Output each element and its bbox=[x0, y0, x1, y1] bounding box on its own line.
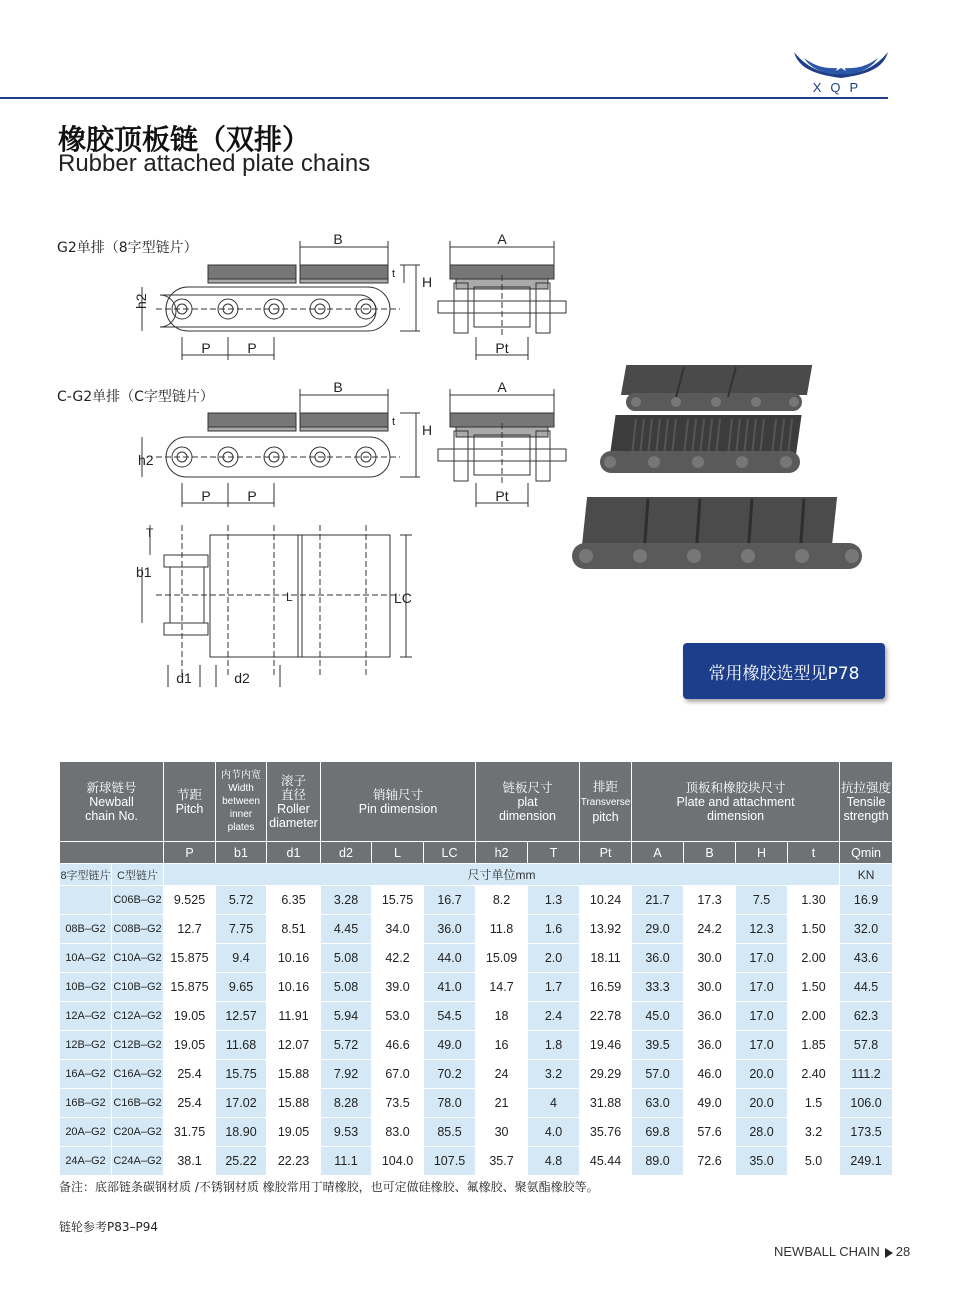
table-cell: 9.4 bbox=[216, 944, 267, 973]
table-cell: 30 bbox=[476, 1118, 528, 1147]
dim-H-c: H bbox=[422, 422, 433, 438]
table-cell: 8.28 bbox=[321, 1089, 372, 1118]
table-cell: 16 bbox=[476, 1031, 528, 1060]
header-model: 新球链号 Newball chain No. bbox=[60, 762, 164, 842]
table-cell: 24.2 bbox=[684, 915, 736, 944]
dim-Pt-c: Pt bbox=[495, 488, 509, 504]
table-cell: 7.92 bbox=[321, 1060, 372, 1089]
unit-mm-label: 尺寸单位mm bbox=[164, 864, 840, 886]
table-cell: 4.8 bbox=[528, 1147, 580, 1176]
table-cell: 69.8 bbox=[632, 1118, 684, 1147]
table-cell: 45.0 bbox=[632, 1002, 684, 1031]
table-cell: 12.07 bbox=[267, 1031, 321, 1060]
table-cell: 5.0 bbox=[788, 1147, 840, 1176]
page-number: 28 bbox=[895, 1244, 911, 1259]
table-cell: 16.7 bbox=[424, 886, 476, 915]
table-cell: 5.08 bbox=[321, 944, 372, 973]
dim-t: t bbox=[392, 268, 396, 280]
dim-P2: P bbox=[247, 340, 257, 356]
table-cell: 49.0 bbox=[684, 1089, 736, 1118]
table-cell: 46.6 bbox=[372, 1031, 424, 1060]
table-cell: 38.1 bbox=[164, 1147, 216, 1176]
table-cell: 36.0 bbox=[684, 1031, 736, 1060]
table-cell: 29.0 bbox=[632, 915, 684, 944]
table-cell: 25.22 bbox=[216, 1147, 267, 1176]
table-cell: 4.0 bbox=[528, 1118, 580, 1147]
table-cell: 21.7 bbox=[632, 886, 684, 915]
symbol-Pt: Pt bbox=[580, 842, 632, 864]
table-cell: 83.0 bbox=[372, 1118, 424, 1147]
table-cell: 9.53 bbox=[321, 1118, 372, 1147]
table-cell: 3.2 bbox=[788, 1118, 840, 1147]
table-cell: 2.00 bbox=[788, 1002, 840, 1031]
table-cell: 104.0 bbox=[372, 1147, 424, 1176]
play-arrow-icon bbox=[885, 1248, 893, 1258]
chain-technical-drawing bbox=[120, 225, 590, 695]
table-cell: 11.1 bbox=[321, 1147, 372, 1176]
table-cell: 6.35 bbox=[267, 886, 321, 915]
dim-h2-c: h2 bbox=[138, 452, 154, 468]
table-cell: 29.29 bbox=[580, 1060, 632, 1089]
table-cell: 57.0 bbox=[632, 1060, 684, 1089]
table-cell: 15.09 bbox=[476, 944, 528, 973]
header-width: 内节内宽 Width between inner plates bbox=[216, 762, 267, 842]
table-cell: 1.6 bbox=[528, 915, 580, 944]
footer-brand: NEWBALL CHAIN bbox=[774, 1244, 880, 1259]
table-cell: 249.1 bbox=[840, 1147, 893, 1176]
symbol-P: P bbox=[164, 842, 216, 864]
page-title: 橡胶顶板链（双排） bbox=[58, 123, 311, 156]
cg2-diagram-label: C-G2单排（C字型链片） bbox=[57, 389, 214, 405]
dim-P2-c: P bbox=[247, 488, 257, 504]
symbol-t: t bbox=[788, 842, 840, 864]
symbol-d1: d1 bbox=[267, 842, 321, 864]
table-cell: 17.3 bbox=[684, 886, 736, 915]
rubber-selection-callout: 常用橡胶选型见P78 bbox=[683, 643, 885, 699]
table-cell: 19.05 bbox=[164, 1031, 216, 1060]
table-cell: 15.88 bbox=[267, 1089, 321, 1118]
table-cell: C16B–G2 bbox=[112, 1089, 164, 1118]
dim-b1: b1 bbox=[136, 564, 152, 580]
dim-B: B bbox=[333, 231, 343, 247]
table-cell: 1.3 bbox=[528, 886, 580, 915]
table-cell: 30.0 bbox=[684, 973, 736, 1002]
table-cell: C08B–G2 bbox=[112, 915, 164, 944]
table-cell: 15.875 bbox=[164, 973, 216, 1002]
table-cell: C16A–G2 bbox=[112, 1060, 164, 1089]
table-cell: 4.45 bbox=[321, 915, 372, 944]
symbol-B: B bbox=[684, 842, 736, 864]
table-cell: 49.0 bbox=[424, 1031, 476, 1060]
table-row bbox=[60, 915, 893, 944]
table-row bbox=[60, 1089, 893, 1118]
table-cell: 19.05 bbox=[164, 1002, 216, 1031]
table-cell: 72.6 bbox=[684, 1147, 736, 1176]
table-cell: 7.75 bbox=[216, 915, 267, 944]
table-cell: 4 bbox=[528, 1089, 580, 1118]
table-cell: 44.0 bbox=[424, 944, 476, 973]
dim-L: L bbox=[286, 590, 293, 604]
header-tensile: 抗拉强度 Tensile strength bbox=[840, 762, 893, 842]
dim-t-c: t bbox=[392, 416, 396, 428]
table-cell: 16.9 bbox=[840, 886, 893, 915]
table-cell: 10B–G2 bbox=[60, 973, 112, 1002]
table-cell: 43.6 bbox=[840, 944, 893, 973]
table-cell: 111.2 bbox=[840, 1060, 893, 1089]
table-row bbox=[60, 1060, 893, 1089]
table-cell: C20A–G2 bbox=[112, 1118, 164, 1147]
dim-T: T bbox=[146, 526, 154, 540]
table-cell: 22.78 bbox=[580, 1002, 632, 1031]
table-cell: 24A–G2 bbox=[60, 1147, 112, 1176]
table-cell: 12.7 bbox=[164, 915, 216, 944]
header-rule bbox=[0, 97, 888, 99]
table-cell: 32.0 bbox=[840, 915, 893, 944]
table-cell: 12B–G2 bbox=[60, 1031, 112, 1060]
table-cell: 2.00 bbox=[788, 944, 840, 973]
table-cell: 2.40 bbox=[788, 1060, 840, 1089]
table-cell: 12.3 bbox=[736, 915, 788, 944]
table-row bbox=[60, 1147, 893, 1176]
symbol-T: T bbox=[528, 842, 580, 864]
table-cell: 18 bbox=[476, 1002, 528, 1031]
table-row bbox=[60, 1118, 893, 1147]
table-cell: 13.92 bbox=[580, 915, 632, 944]
table-cell: 10A–G2 bbox=[60, 944, 112, 973]
table-cell: 85.5 bbox=[424, 1118, 476, 1147]
unit-kn-label: KN bbox=[840, 864, 893, 886]
table-cell: 25.4 bbox=[164, 1060, 216, 1089]
table-row bbox=[60, 886, 893, 915]
table-cell: 3.2 bbox=[528, 1060, 580, 1089]
dim-Pt: Pt bbox=[495, 340, 509, 356]
table-cell: 45.44 bbox=[580, 1147, 632, 1176]
table-cell: 12A–G2 bbox=[60, 1002, 112, 1031]
footer bbox=[774, 1244, 910, 1259]
table-cell: 41.0 bbox=[424, 973, 476, 1002]
table-cell: 20A–G2 bbox=[60, 1118, 112, 1147]
table-cell: C12A–G2 bbox=[112, 1002, 164, 1031]
table-cell: 12.57 bbox=[216, 1002, 267, 1031]
table-cell: 1.50 bbox=[788, 973, 840, 1002]
table-cell: 53.0 bbox=[372, 1002, 424, 1031]
table-cell: 1.5 bbox=[788, 1089, 840, 1118]
table-row bbox=[60, 1031, 893, 1060]
table-cell: 10.24 bbox=[580, 886, 632, 915]
table-cell: 18.90 bbox=[216, 1118, 267, 1147]
table-cell: 10.16 bbox=[267, 944, 321, 973]
dim-B-c: B bbox=[333, 379, 343, 395]
table-cell: 62.3 bbox=[840, 1002, 893, 1031]
header-attachment: 顶板和橡胶块尺寸 Plate and attachment dimension bbox=[632, 762, 840, 842]
table-cell: 1.85 bbox=[788, 1031, 840, 1060]
table-cell: 18.11 bbox=[580, 944, 632, 973]
table-cell: 9.65 bbox=[216, 973, 267, 1002]
table-cell: 63.0 bbox=[632, 1089, 684, 1118]
table-cell: 11.8 bbox=[476, 915, 528, 944]
table-row bbox=[60, 1002, 893, 1031]
type-8-label: 8字型链片 bbox=[60, 864, 112, 886]
product-photo bbox=[566, 355, 886, 585]
table-cell: 17.0 bbox=[736, 1002, 788, 1031]
symbol-b1: b1 bbox=[216, 842, 267, 864]
type-c-label: C型链片 bbox=[112, 864, 164, 886]
table-cell: 67.0 bbox=[372, 1060, 424, 1089]
table-cell: 36.0 bbox=[424, 915, 476, 944]
table-cell: 36.0 bbox=[632, 944, 684, 973]
table-cell: 8.51 bbox=[267, 915, 321, 944]
symbol-LC: LC bbox=[424, 842, 476, 864]
table-cell: 19.46 bbox=[580, 1031, 632, 1060]
dim-d1: d1 bbox=[176, 670, 192, 686]
table-cell: 15.75 bbox=[216, 1060, 267, 1089]
table-cell: C24A–G2 bbox=[112, 1147, 164, 1176]
table-cell: 17.02 bbox=[216, 1089, 267, 1118]
table-cell: 31.75 bbox=[164, 1118, 216, 1147]
symbol-d2: d2 bbox=[321, 842, 372, 864]
table-cell: 17.0 bbox=[736, 944, 788, 973]
table-cell: 42.2 bbox=[372, 944, 424, 973]
symbol-A: A bbox=[632, 842, 684, 864]
table-cell: C12B–G2 bbox=[112, 1031, 164, 1060]
table-cell: 14.7 bbox=[476, 973, 528, 1002]
table-cell: 5.72 bbox=[321, 1031, 372, 1060]
table-cell: 70.2 bbox=[424, 1060, 476, 1089]
table-cell: 73.5 bbox=[372, 1089, 424, 1118]
table-cell: 5.08 bbox=[321, 973, 372, 1002]
table-cell: 21 bbox=[476, 1089, 528, 1118]
table-cell: 31.88 bbox=[580, 1089, 632, 1118]
table-cell: 2.0 bbox=[528, 944, 580, 973]
table-cell: 1.30 bbox=[788, 886, 840, 915]
table-cell: 173.5 bbox=[840, 1118, 893, 1147]
table-cell: 39.5 bbox=[632, 1031, 684, 1060]
table-cell: 15.88 bbox=[267, 1060, 321, 1089]
table-cell: 25.4 bbox=[164, 1089, 216, 1118]
table-cell: 30.0 bbox=[684, 944, 736, 973]
table-cell: 34.0 bbox=[372, 915, 424, 944]
dim-d2: d2 bbox=[234, 670, 250, 686]
table-cell: 16B–G2 bbox=[60, 1089, 112, 1118]
table-row bbox=[60, 944, 893, 973]
table-cell: 15.875 bbox=[164, 944, 216, 973]
table-cell: 46.0 bbox=[684, 1060, 736, 1089]
dim-H: H bbox=[422, 274, 433, 290]
table-cell: 107.5 bbox=[424, 1147, 476, 1176]
table-cell: C10B–G2 bbox=[112, 973, 164, 1002]
table-cell: 2.4 bbox=[528, 1002, 580, 1031]
table-cell: C06B–G2 bbox=[112, 886, 164, 915]
table-cell: 1.8 bbox=[528, 1031, 580, 1060]
page-subtitle: Rubber attached plate chains bbox=[58, 150, 371, 177]
table-cell: 36.0 bbox=[684, 1002, 736, 1031]
table-cell: 22.23 bbox=[267, 1147, 321, 1176]
dim-A: A bbox=[497, 231, 507, 247]
header-transverse: 排距 Transverse pitch bbox=[580, 762, 632, 842]
table-cell: 57.6 bbox=[684, 1118, 736, 1147]
table-cell: 7.5 bbox=[736, 886, 788, 915]
table-cell: 35.7 bbox=[476, 1147, 528, 1176]
table-cell: 10.16 bbox=[267, 973, 321, 1002]
table-cell: 35.76 bbox=[580, 1118, 632, 1147]
table-cell: 106.0 bbox=[840, 1089, 893, 1118]
table-cell: 3.28 bbox=[321, 886, 372, 915]
symbol-blank bbox=[60, 842, 164, 864]
table-cell: 17.0 bbox=[736, 1031, 788, 1060]
table-cell: 20.0 bbox=[736, 1060, 788, 1089]
brand-name: XQP bbox=[812, 80, 868, 95]
table-cell: 17.0 bbox=[736, 973, 788, 1002]
table-cell: 57.8 bbox=[840, 1031, 893, 1060]
table-cell: 78.0 bbox=[424, 1089, 476, 1118]
table-cell bbox=[60, 886, 112, 915]
header-pin: 销轴尺寸 Pin dimension bbox=[321, 762, 476, 842]
dim-LC: LC bbox=[394, 590, 412, 606]
header-roller: 滚子 直径 Roller diameter bbox=[267, 762, 321, 842]
table-cell: 33.3 bbox=[632, 973, 684, 1002]
table-cell: 15.75 bbox=[372, 886, 424, 915]
table-row bbox=[60, 973, 893, 1002]
dim-h2: h2 bbox=[133, 293, 149, 309]
symbol-H: H bbox=[736, 842, 788, 864]
table-cell: 54.5 bbox=[424, 1002, 476, 1031]
symbol-h2: h2 bbox=[476, 842, 528, 864]
table-cell: 20.0 bbox=[736, 1089, 788, 1118]
symbol-L: L bbox=[372, 842, 424, 864]
table-cell: 24 bbox=[476, 1060, 528, 1089]
table-cell: 19.05 bbox=[267, 1118, 321, 1147]
table-cell: 8.2 bbox=[476, 886, 528, 915]
table-cell: 5.72 bbox=[216, 886, 267, 915]
table-cell: 1.50 bbox=[788, 915, 840, 944]
table-cell: 5.94 bbox=[321, 1002, 372, 1031]
dim-P1-c: P bbox=[201, 488, 211, 504]
sprocket-reference: 链轮参考P83–P94 bbox=[59, 1220, 159, 1234]
header-plate: 链板尺寸 plat dimension bbox=[476, 762, 580, 842]
material-note: 备注：底部链条碳钢材质 /不锈钢材质 橡胶常用丁晴橡胶，也可定做硅橡胶、氟橡胶、聚氨酯橡胶等。 bbox=[59, 1180, 599, 1194]
table-cell: 11.91 bbox=[267, 1002, 321, 1031]
g2-diagram-label: G2单排（8字型链片） bbox=[57, 240, 198, 256]
table-cell: 11.68 bbox=[216, 1031, 267, 1060]
dim-P1: P bbox=[201, 340, 211, 356]
table-cell: 9.525 bbox=[164, 886, 216, 915]
table-cell: 1.7 bbox=[528, 973, 580, 1002]
dim-A-c: A bbox=[497, 379, 507, 395]
table-cell: C10A–G2 bbox=[112, 944, 164, 973]
table-cell: 89.0 bbox=[632, 1147, 684, 1176]
spec-table bbox=[59, 761, 893, 1176]
symbol-Qmin: Qmin bbox=[840, 842, 893, 864]
table-cell: 16A–G2 bbox=[60, 1060, 112, 1089]
table-cell: 28.0 bbox=[736, 1118, 788, 1147]
table-cell: 35.0 bbox=[736, 1147, 788, 1176]
table-cell: 08B–G2 bbox=[60, 915, 112, 944]
header-pitch: 节距 Pitch bbox=[164, 762, 216, 842]
table-cell: 39.0 bbox=[372, 973, 424, 1002]
table-cell: 44.5 bbox=[840, 973, 893, 1002]
table-cell: 16.59 bbox=[580, 973, 632, 1002]
